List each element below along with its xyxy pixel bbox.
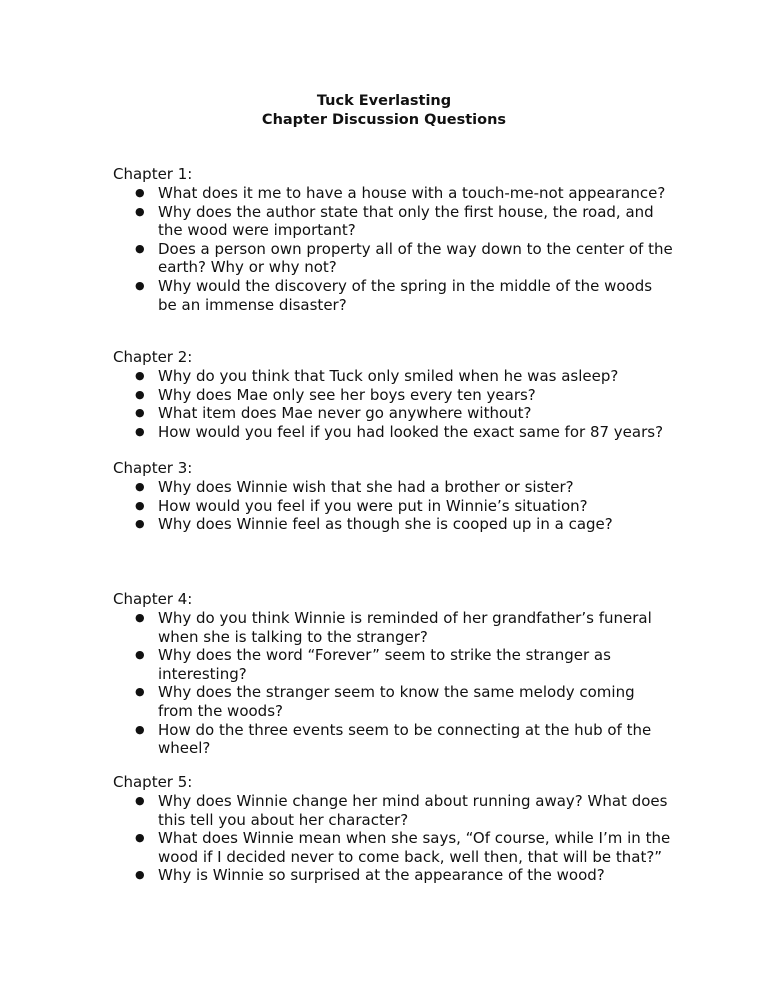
chapter-heading: Chapter 1: <box>113 165 193 183</box>
bullet-icon: ● <box>135 611 145 624</box>
question-list <box>113 609 673 758</box>
question-item <box>113 478 673 497</box>
question-item <box>113 829 673 866</box>
question-item <box>113 386 673 405</box>
bullet-icon: ● <box>135 868 145 882</box>
bullet-icon: ● <box>135 685 145 699</box>
chapter-heading: Chapter 4: <box>113 590 193 608</box>
chapter-4-section <box>113 590 673 758</box>
question-text: Why does the author state that only the first house, the road, and the wood were important? <box>158 202 654 240</box>
title-block <box>0 92 768 130</box>
question-item <box>113 240 673 277</box>
question-text: What does Winnie mean when she says, “Of course, while I’m in the wood if I decided never to come back, well then, that will be that?” <box>158 829 671 866</box>
chapter-5-section <box>113 773 673 885</box>
question-item <box>113 646 673 683</box>
question-text: Does a person own property all of the way down to the center of the earth? Why or why not? <box>158 239 673 277</box>
question-item <box>113 184 673 203</box>
question-text: Why does Mae only see her boys every ten years? <box>158 385 536 404</box>
bullet-icon: ● <box>135 424 145 438</box>
bullet-icon: ● <box>135 648 145 662</box>
bullet-icon: ● <box>135 480 145 493</box>
question-item <box>113 203 673 240</box>
chapter-heading: Chapter 2: <box>113 348 193 366</box>
question-list <box>113 478 673 534</box>
bullet-icon: ● <box>135 387 145 401</box>
document-title: Tuck Everlasting <box>316 93 452 109</box>
chapter-2-section <box>113 348 673 441</box>
question-text: Why do you think that Tuck only smiled when he was asleep? <box>158 367 619 385</box>
question-text: Why does the stranger seem to know the same melody coming from the woods? <box>158 683 635 720</box>
bullet-icon: ● <box>135 204 145 218</box>
question-text: How would you feel if you had looked the exact same for 87 years? <box>158 422 664 441</box>
question-text: Why does the word “Forever” seem to strike the stranger as interesting? <box>158 646 611 683</box>
question-text: Why do you think Winnie is reminded of her grandfather’s funeral when she is talking to the stranger? <box>158 609 652 646</box>
question-text: Why does Winnie feel as though she is cooped up in a cage? <box>158 515 613 534</box>
question-item <box>113 367 673 386</box>
bullet-icon: ● <box>135 831 145 845</box>
bullet-icon: ● <box>135 278 145 292</box>
bullet-icon: ● <box>135 186 145 199</box>
question-item <box>113 404 673 423</box>
bullet-icon: ● <box>135 794 145 807</box>
bullet-icon: ● <box>135 406 145 420</box>
bullet-icon: ● <box>135 241 145 255</box>
question-item <box>113 515 673 534</box>
question-text: What does it me to have a house with a touch-me-not appearance? <box>158 184 666 202</box>
question-list <box>113 792 673 885</box>
question-text: Why does Winnie wish that she had a brother or sister? <box>158 478 574 496</box>
question-item <box>113 423 673 442</box>
bullet-icon: ● <box>135 517 145 531</box>
question-item <box>113 866 673 885</box>
question-list <box>113 184 673 314</box>
question-item <box>113 609 673 646</box>
question-text: What item does Mae never go anywhere without? <box>158 404 532 423</box>
chapter-1-section <box>113 165 673 314</box>
question-text: Why would the discovery of the spring in the middle of the woods be an immense disaster? <box>158 276 653 314</box>
question-text: How would you feel if you were put in Winnie’s situation? <box>158 496 588 515</box>
bullet-icon: ● <box>135 498 145 512</box>
question-item <box>113 497 673 516</box>
bullet-icon: ● <box>135 369 145 382</box>
chapter-heading: Chapter 3: <box>113 459 193 477</box>
question-text: How do the three events seem to be connecting at the hub of the wheel? <box>158 720 652 758</box>
question-item <box>113 683 673 720</box>
question-item <box>113 277 673 314</box>
question-list <box>113 367 673 441</box>
document-subtitle: Chapter Discussion Questions <box>261 112 507 128</box>
chapter-3-section <box>113 459 673 534</box>
question-item <box>113 792 673 829</box>
question-item <box>113 721 673 758</box>
chapter-heading: Chapter 5: <box>113 773 193 791</box>
bullet-icon: ● <box>135 722 145 736</box>
question-text: Why is Winnie so surprised at the appearance of the wood? <box>158 866 605 885</box>
question-text: Why does Winnie change her mind about running away? What does this tell you about her character? <box>158 792 668 829</box>
